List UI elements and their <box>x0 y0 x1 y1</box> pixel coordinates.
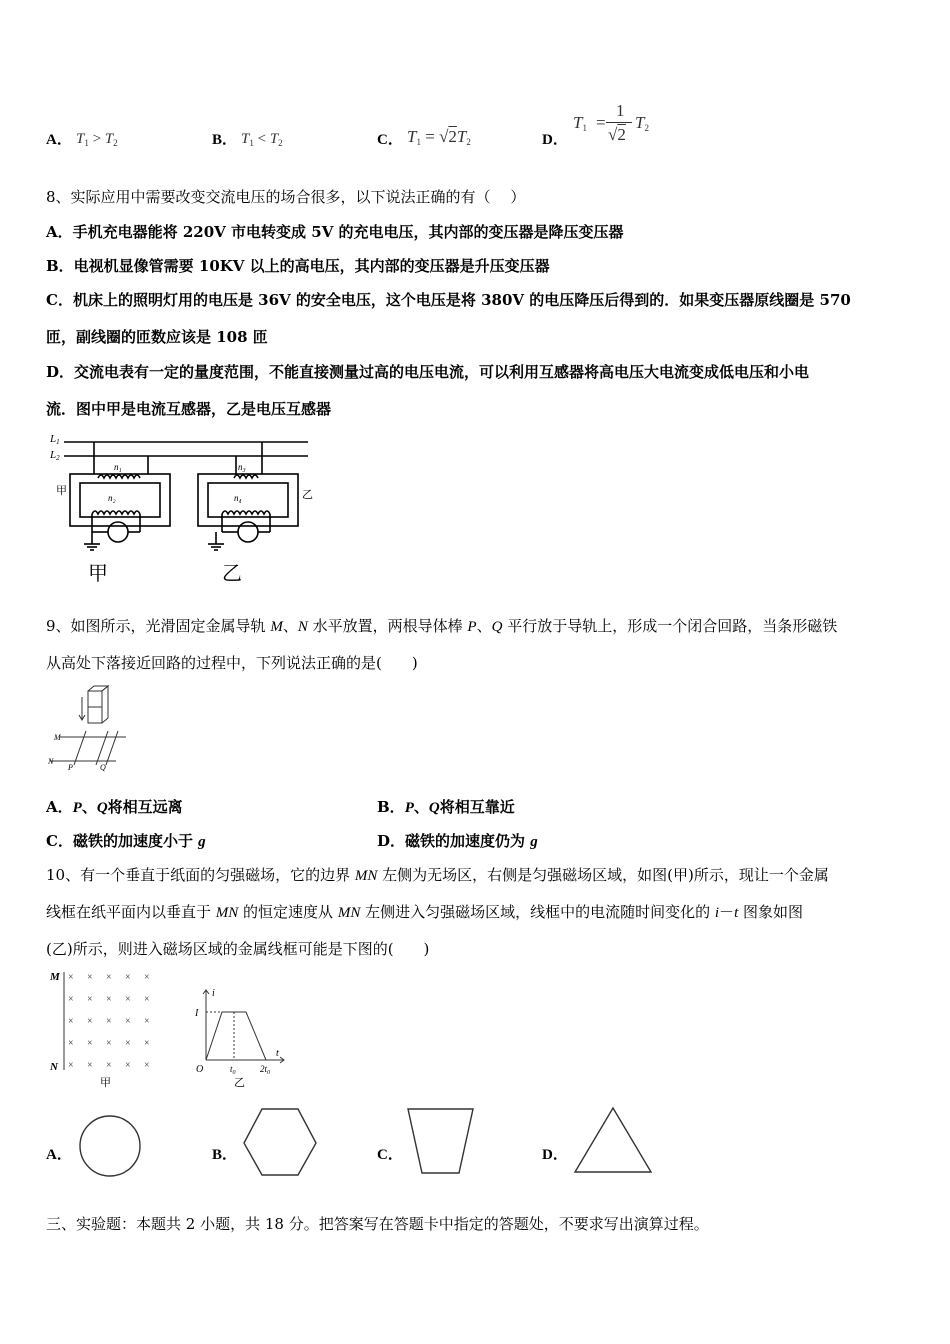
q10-option-d-label[interactable]: D． <box>542 1147 568 1163</box>
field-cross: × <box>125 1060 131 1071</box>
field-cross: × <box>144 972 150 983</box>
field-label-N: N <box>50 1061 58 1073</box>
graph-label-I: I <box>195 1008 199 1019</box>
graph-origin: O <box>196 1064 204 1075</box>
label-yi-small: 乙 <box>302 489 313 501</box>
q7-option-b-label[interactable]: B． <box>212 132 238 148</box>
label-L1: L1 <box>50 433 60 446</box>
field-cross: × <box>125 1016 131 1027</box>
q7-option-a-formula: $T_1 > T_2$ <box>76 131 118 148</box>
q9-stem-line2: 从高处下落接近回路的过程中，下列说法正确的是( ) <box>46 654 418 672</box>
hexagon-frame-option[interactable] <box>242 1107 320 1177</box>
magnetic-field-figure <box>46 966 156 1088</box>
q10-option-b-label[interactable]: B． <box>212 1147 238 1163</box>
q10-stem-line1: 10、有一个垂直于纸面的匀强磁场，它的边界 MN 左侧为无场区，右侧是匀强磁场区域，如图(甲)所示，现让一个金属 <box>46 866 829 884</box>
q8-option-a[interactable]: A．手机充电器能将 220V 市电转变成 5V 的充电电压，其内部的变压器是降压变压器 <box>46 223 624 241</box>
caption-yi: 乙 <box>222 563 242 585</box>
q9-stem-line1: 9、如图所示，光滑固定金属导轨 M、N 水平放置，两根导体棒 P、Q 平行放于导轨上，形成一个闭合回路，当条形磁铁 <box>46 617 838 635</box>
graph-axis-t: t <box>276 1048 279 1059</box>
trapezoid-frame-option[interactable] <box>405 1107 477 1177</box>
field-cross: × <box>87 1060 93 1071</box>
q8-option-d-line2[interactable]: 流．图中甲是电流互感器，乙是电压互感器 <box>46 400 332 418</box>
field-cross: × <box>87 1038 93 1049</box>
field-cross: × <box>144 994 150 1005</box>
field-cross: × <box>68 1038 74 1049</box>
q9-option-b[interactable]: B．P、Q将相互靠近 <box>377 798 515 816</box>
q8-option-c-line2[interactable]: 匝，副线圈的匝数应该是 108 匝 <box>46 328 268 346</box>
field-crosses <box>68 972 150 1071</box>
q10-option-a-label[interactable]: A． <box>46 1147 72 1163</box>
label-n1: n₁ <box>114 462 122 472</box>
q7-option-c-label[interactable]: C． <box>377 132 403 148</box>
rod-label-Q: Q <box>100 763 106 772</box>
field-cross: × <box>68 1060 74 1071</box>
field-cross: × <box>87 972 93 983</box>
label-n2: n₂ <box>108 493 116 503</box>
graph-caption: 乙 <box>234 1077 245 1088</box>
q10-option-c-label[interactable]: C． <box>377 1147 403 1163</box>
field-cross: × <box>125 1038 131 1049</box>
field-cross: × <box>125 972 131 983</box>
q7-option-b-formula: $T_1 < T_2$ <box>241 131 283 148</box>
q10-stem-line3: (乙)所示，则进入磁场区域的金属线框可能是下图的( ) <box>46 940 430 958</box>
field-cross: × <box>125 994 131 1005</box>
q8-option-b[interactable]: B．电视机显像管需要 10KV 以上的高电压，其内部的变压器是升压变压器 <box>46 257 550 275</box>
caption-jia: 甲 <box>88 563 108 585</box>
rod-label-P: P <box>68 763 73 772</box>
rail-label-N: N <box>48 757 54 766</box>
field-cross: × <box>106 1060 112 1071</box>
graph-axis-i: i <box>212 988 215 999</box>
q7-option-a-label[interactable]: A． <box>46 132 72 148</box>
q10-stem-line2: 线框在纸平面内以垂直于 MN 的恒定速度从 MN 左侧进入匀强磁场区域，线框中的电流随时间变化的 i－t 图象如图 <box>46 903 804 921</box>
label-n4: n₄ <box>234 493 242 503</box>
field-cross: × <box>144 1060 150 1071</box>
field-cross: × <box>87 994 93 1005</box>
q8-option-c-line1[interactable]: C．机床上的照明灯用的电压是 36V 的安全电压，这个电压是将 380V 的电压降压后得到的．如果变压器原线圈是 570 <box>46 291 851 309</box>
label-jia-small: 甲 <box>56 485 67 497</box>
label-n3: n₃ <box>238 462 246 472</box>
field-cross: × <box>87 1016 93 1027</box>
q9-option-c[interactable]: C．磁铁的加速度小于 g <box>46 832 206 850</box>
graph-tick-2t0: $2t_0$ <box>260 1064 271 1076</box>
rail-label-M: M <box>54 733 61 742</box>
field-cross: × <box>106 1038 112 1049</box>
circle-frame-option[interactable] <box>77 1113 143 1179</box>
q7-option-d-label[interactable]: D． <box>542 132 568 148</box>
q9-option-d[interactable]: D．磁铁的加速度仍为 g <box>377 832 538 850</box>
field-cross: × <box>144 1016 150 1027</box>
field-cross: × <box>106 972 112 983</box>
q8-option-d-line1[interactable]: D．交流电表有一定的量度范围，不能直接测量过高的电压电流，可以利用互感器将高电压大电流变成低电压和小电 <box>46 363 810 381</box>
transformer-figure <box>46 428 316 588</box>
q7-option-d-formula: $T_1$ = 1 √2 $T_2$ <box>573 101 649 144</box>
triangle-frame-option[interactable] <box>572 1105 654 1177</box>
q9-option-a[interactable]: A．P、Q将相互远离 <box>46 798 183 816</box>
field-cross: × <box>144 1038 150 1049</box>
i-t-graph <box>190 984 290 1088</box>
field-cross: × <box>106 1016 112 1027</box>
label-L2: L2 <box>50 449 60 462</box>
field-cross: × <box>68 972 74 983</box>
field-cross: × <box>68 994 74 1005</box>
field-caption: 甲 <box>100 1077 111 1088</box>
field-label-M: M <box>50 971 60 983</box>
rail-magnet-figure <box>46 683 136 775</box>
graph-tick-t0: $t_0$ <box>230 1064 236 1076</box>
q8-stem: 8、实际应用中需要改变交流电压的场合很多，以下说法正确的有（ ） <box>46 188 526 206</box>
field-cross: × <box>106 994 112 1005</box>
section-3-heading: 三、实验题：本题共 2 小题，共 18 分。把答案写在答题卡中指定的答题处，不要求写出演算过程。 <box>46 1215 709 1233</box>
field-cross: × <box>68 1016 74 1027</box>
q7-option-c-formula: $T_1 = √2T_2$ <box>407 127 471 147</box>
